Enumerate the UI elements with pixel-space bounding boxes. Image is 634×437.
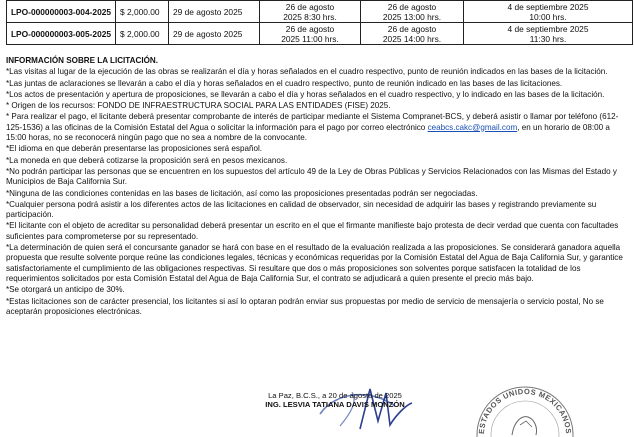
- table-cell-junta: [361, 1, 464, 23]
- visit-time: 2025 8:30 hrs.: [283, 11, 337, 22]
- acto-time: 11:30 hrs.: [529, 33, 567, 44]
- info-paragraph-moneda: *La moneda en que deberá cotizarse la proposición será en pesos mexicanos.: [6, 155, 288, 165]
- info-paragraph-presencial: *Estas licitaciones son de carácter presencial, los licitantes si así lo optaran podrán enviar sus propuestas por medio de servicio de mensajería o servicio postal, No se aceptarán proposiciones electrónicas.: [6, 296, 604, 316]
- signature-block: [250, 391, 420, 409]
- info-paragraph-restricciones: *No podrán participar las personas que se encuentren en los supuestos del artículo 49 de la Ley de Obras Públicas y Servicios Relacionados con las Mismas del Estado y Municipios de Baja California Sur.: [6, 166, 617, 187]
- acto-time: 10:00 hrs.: [529, 11, 567, 22]
- national-seal-icon: [470, 381, 580, 437]
- table-cell-junta: [361, 23, 464, 45]
- licitacion-info: [6, 56, 624, 318]
- table-cell-publication: 29 de agosto 2025: [169, 1, 260, 23]
- visit-time: 2025 11:00 hrs.: [281, 33, 339, 44]
- table-cell-visit: [260, 1, 361, 23]
- info-paragraph-pago: [6, 112, 624, 143]
- info-paragraph-observador: *Cualquier persona podrá asistir a los diferentes actos de las licitaciones en calidad de observador, sin necesidad de adquirir las bases y registrando previamente su participación.: [6, 199, 597, 220]
- junta-time: 2025 14:00 hrs.: [382, 33, 442, 44]
- table-cell-amount: $ 2,000.00: [116, 1, 169, 23]
- acto-date: 4 de septiembre 2025: [507, 1, 589, 12]
- info-paragraph-personalidad: *El licitante con el objeto de acreditar su personalidad deberá presentar un escrito en el que el firmante manifieste bajo protesta de decir verdad que cuenta con facultades suficientes para comprometerse por su representado.: [6, 221, 619, 241]
- signatory-name: ING. LESVIA TATIANA DAVIS MONZÓN: [265, 400, 405, 409]
- place-date: La Paz, B.C.S., a 20 de agosto de 2025: [268, 391, 402, 400]
- table-cell-amount: $ 2,000.00: [116, 23, 169, 45]
- table-cell-code: LPO-000000003-005-2025: [7, 23, 116, 45]
- svg-text:ESTADOS UNIDOS MEXICANOS: [477, 387, 573, 434]
- contact-email-link[interactable]: ceabcs.cakc@gmail.com: [427, 122, 518, 132]
- table-row: [7, 23, 633, 45]
- junta-time: 2025 13:00 hrs.: [382, 11, 442, 22]
- table-cell-visit: [260, 23, 361, 45]
- info-heading: INFORMACIÓN SOBRE LA LICITACIÓN.: [6, 56, 158, 65]
- junta-date: 26 de agosto: [387, 1, 437, 12]
- junta-date: 26 de agosto: [387, 23, 437, 34]
- info-paragraph-negociacion: *Ninguna de las condiciones contenidas en las bases de licitación, así como las proposiciones presentadas podrán ser negociadas.: [6, 188, 478, 198]
- info-paragraph-juntas: *Las juntas de aclaraciones se llevarán a cabo el día y horas señalados en el cuadro respectivo, punto de reunión indicado en las bases de las licitaciones.: [6, 78, 563, 88]
- seal-text: ESTADOS UNIDOS MEXICANOS: [476, 386, 574, 435]
- licitacion-table: [6, 0, 633, 45]
- acto-date: 4 de septiembre 2025: [507, 23, 589, 34]
- pago-text-a: * Para realizar el pago, el licitante deberá presentar comprobante de interés de participar mediante el Sistema Compranet-BCS, y deberá asistir o llamar por teléfono (612-125-1536) a las oficinas de la Comisión Estatal del Agua o solicitar la información para el pago por correo electrónico: [6, 112, 619, 132]
- table-cell-publication: 29 de agosto 2025: [169, 23, 260, 45]
- info-paragraph-actos: *Los actos de presentación y apertura de proposiciones, se llevarán a cabo el día y horas señalados en el cuadro respectivo, y lo indicado en las bases de la licitación.: [6, 89, 605, 99]
- table-cell-acto: [464, 1, 633, 23]
- visit-date: 26 de agosto: [285, 1, 335, 12]
- info-paragraph-ganador: *La determinación de quien será el concursante ganador se hará con base en el resultado de la evaluación realizada a las proposiciones. Se considerará ganadora aquella propuesta que resulte solvente porque reúne las condiciones legales, técnicas y económicas requeridas por la Comisión Estatal del Agua de Baja California Sur, y garantice satisfactoriamente el cumplimiento de las obligaciones respectivas. Si resultare que dos o más proposiciones son solventes porque satisfacen la totalidad de los requerimientos solicitados por esta Comisión Estatal del Agua de Baja California Sur, el contrato se adjudicará a quien presente el precio más bajo.: [6, 243, 623, 283]
- visit-date: 26 de agosto: [285, 23, 335, 34]
- info-paragraph-visitas: *Las visitas al lugar de la ejecución de las obras se realizarán el día y horas señalados en el cuadro respectivo, punto de reunión indicados en las bases de la licitación.: [6, 67, 608, 77]
- info-paragraph-idioma: *El idioma en que deberán presentarse las proposiciones será español.: [6, 144, 263, 154]
- table-row: [7, 1, 633, 23]
- info-paragraph-anticipo: *Se otorgará un anticipo de 30%.: [6, 285, 125, 295]
- table-cell-acto: [464, 23, 633, 45]
- info-paragraph-origen: * Origen de los recursos: FONDO DE INFRAESTRUCTURA SOCIAL PARA LAS ENTIDADES (FISE) 2025.: [6, 101, 391, 111]
- table-cell-code: LPO-000000003-004-2025: [7, 1, 116, 23]
- pago-text-b: , en un horario de 08:00 a 15:00 horas, no se reconocerá ningún pago que no sea a nombre de la convocante.: [6, 122, 610, 143]
